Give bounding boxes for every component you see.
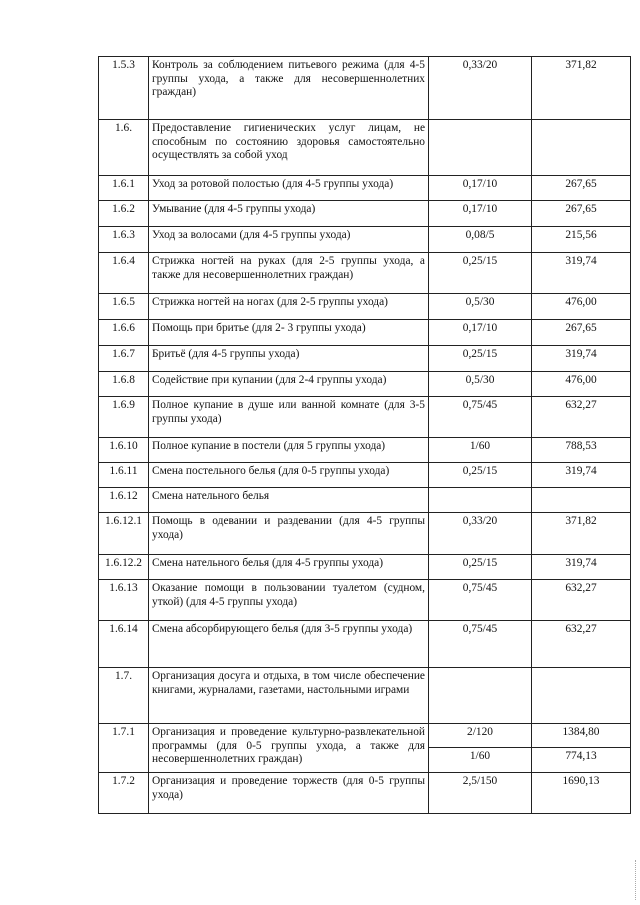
row-number: 1.6.9 <box>99 397 149 438</box>
row-number: 1.6.10 <box>99 438 149 463</box>
row-number: 1.5.3 <box>99 57 149 120</box>
row-number: 1.6.2 <box>99 201 149 227</box>
row-time: 0,17/10 <box>429 320 532 346</box>
row-number: 1.6.3 <box>99 227 149 253</box>
row-price: 1690,13 <box>532 773 631 814</box>
row-number: 1.6.6 <box>99 320 149 346</box>
row-number: 1.6.1 <box>99 176 149 201</box>
row-time <box>429 120 532 176</box>
row-price: 788,53 <box>532 438 631 463</box>
table-row <box>99 724 631 748</box>
row-price: 267,65 <box>532 176 631 201</box>
row-time: 2/120 <box>429 724 532 748</box>
row-time: 0,17/10 <box>429 201 532 227</box>
row-description: Организация и проведение торжеств (для 0-5 группы ухода) <box>149 773 429 814</box>
row-number: 1.6.13 <box>99 580 149 621</box>
row-time: 1/60 <box>429 438 532 463</box>
row-number: 1.6.12.2 <box>99 555 149 580</box>
row-description: Организация и проведение культурно-развлекательной программы (для 0-5 группы ухода, а также для несовершеннолетних граждан) <box>149 724 429 773</box>
table-row <box>99 488 631 513</box>
row-price: 215,56 <box>532 227 631 253</box>
scan-edge-mark <box>635 860 637 900</box>
row-price: 319,74 <box>532 555 631 580</box>
row-price: 371,82 <box>532 57 631 120</box>
row-time: 0,25/15 <box>429 555 532 580</box>
row-description: Стрижка ногтей на ногах (для 2-5 группы ухода) <box>149 294 429 320</box>
table-row <box>99 227 631 253</box>
table-row <box>99 57 631 120</box>
row-description: Смена постельного белья (для 0-5 группы ухода) <box>149 463 429 488</box>
row-price: 632,27 <box>532 580 631 621</box>
row-price: 371,82 <box>532 513 631 555</box>
row-time: 0,25/15 <box>429 346 532 372</box>
row-time: 0,5/30 <box>429 294 532 320</box>
table-row <box>99 621 631 668</box>
row-number: 1.6.12 <box>99 488 149 513</box>
table-row <box>99 294 631 320</box>
row-time: 0,08/5 <box>429 227 532 253</box>
row-number: 1.6.14 <box>99 621 149 668</box>
table-row <box>99 463 631 488</box>
row-price: 267,65 <box>532 320 631 346</box>
row-price <box>532 120 631 176</box>
row-number: 1.6.12.1 <box>99 513 149 555</box>
row-price: 476,00 <box>532 294 631 320</box>
row-description: Смена нательного белья (для 4-5 группы ухода) <box>149 555 429 580</box>
row-price: 319,74 <box>532 346 631 372</box>
row-description: Предоставление гигиенических услуг лицам, не способным по состоянию здоровья самостоятельно осуществлять за собой уход <box>149 120 429 176</box>
table-row <box>99 176 631 201</box>
row-description: Оказание помощи в пользовании туалетом (судном, уткой) (для 4-5 группы ухода) <box>149 580 429 621</box>
row-number: 1.6.8 <box>99 372 149 397</box>
row-price: 476,00 <box>532 372 631 397</box>
row-description: Полное купание в душе или ванной комнате (для 3-5 группы ухода) <box>149 397 429 438</box>
row-time: 0,75/45 <box>429 621 532 668</box>
row-price <box>532 668 631 724</box>
table-row <box>99 346 631 372</box>
table-row <box>99 120 631 176</box>
row-number: 1.6. <box>99 120 149 176</box>
row-time: 0,33/20 <box>429 513 532 555</box>
table-row <box>99 372 631 397</box>
row-description: Контроль за соблюдением питьевого режима (для 4-5 группы ухода, а также для несовершеннолетних граждан) <box>149 57 429 120</box>
row-price: 632,27 <box>532 397 631 438</box>
row-number: 1.6.4 <box>99 253 149 294</box>
row-time: 0,75/45 <box>429 580 532 621</box>
services-table <box>98 56 631 814</box>
row-number: 1.6.5 <box>99 294 149 320</box>
row-price: 319,74 <box>532 463 631 488</box>
table-row <box>99 201 631 227</box>
row-description: Помощь при бритье (для 2- 3 группы ухода) <box>149 320 429 346</box>
row-price: 319,74 <box>532 253 631 294</box>
row-number: 1.7.2 <box>99 773 149 814</box>
row-time: 0,25/15 <box>429 253 532 294</box>
table-row <box>99 513 631 555</box>
row-description: Бритьё (для 4-5 группы ухода) <box>149 346 429 372</box>
table-row <box>99 668 631 724</box>
table-row <box>99 438 631 463</box>
row-description: Смена нательного белья <box>149 488 429 513</box>
row-time: 2,5/150 <box>429 773 532 814</box>
row-number: 1.7.1 <box>99 724 149 773</box>
row-description: Смена абсорбирующего белья (для 3-5 группы ухода) <box>149 621 429 668</box>
row-time: 0,33/20 <box>429 57 532 120</box>
row-description: Уход за волосами (для 4-5 группы ухода) <box>149 227 429 253</box>
row-time <box>429 488 532 513</box>
row-description: Содействие при купании (для 2-4 группы ухода) <box>149 372 429 397</box>
table-row <box>99 320 631 346</box>
table-row <box>99 773 631 814</box>
row-price: 632,27 <box>532 621 631 668</box>
row-number: 1.6.11 <box>99 463 149 488</box>
row-time <box>429 668 532 724</box>
table-row <box>99 555 631 580</box>
row-description: Умывание (для 4-5 группы ухода) <box>149 201 429 227</box>
row-description: Полное купание в постели (для 5 группы ухода) <box>149 438 429 463</box>
row-price: 774,13 <box>532 748 631 773</box>
row-number: 1.6.7 <box>99 346 149 372</box>
row-description: Организация досуга и отдыха, в том числе обеспечение книгами, журналами, газетами, настольными играми <box>149 668 429 724</box>
row-description: Помощь в одевании и раздевании (для 4-5 группы ухода) <box>149 513 429 555</box>
table-row <box>99 253 631 294</box>
row-description: Стрижка ногтей на руках (для 2-5 группы ухода, а также для несовершеннолетних граждан) <box>149 253 429 294</box>
row-price <box>532 488 631 513</box>
row-price: 1384,80 <box>532 724 631 748</box>
row-number: 1.7. <box>99 668 149 724</box>
row-price: 267,65 <box>532 201 631 227</box>
row-time: 0,5/30 <box>429 372 532 397</box>
row-description: Уход за ротовой полостью (для 4-5 группы ухода) <box>149 176 429 201</box>
row-time: 0,25/15 <box>429 463 532 488</box>
table-row <box>99 580 631 621</box>
row-time: 0,75/45 <box>429 397 532 438</box>
row-time: 0,17/10 <box>429 176 532 201</box>
row-time: 1/60 <box>429 748 532 773</box>
table-row <box>99 397 631 438</box>
